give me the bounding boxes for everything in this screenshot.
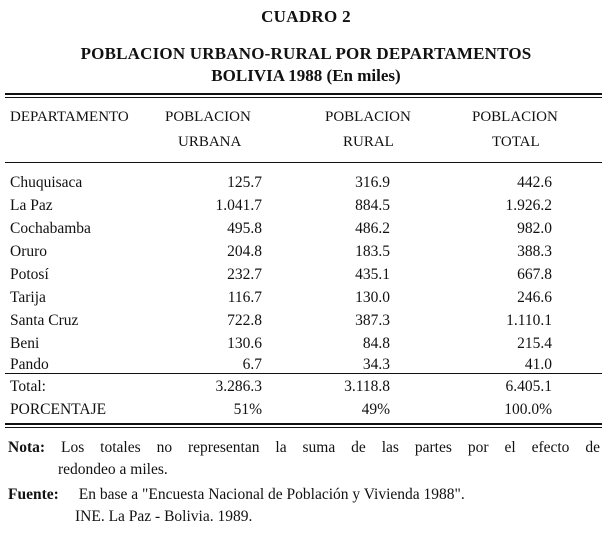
cell-total: 667.8 <box>517 266 552 283</box>
table-subtitle: BOLIVIA 1988 (En miles) <box>211 66 401 85</box>
cell-urbana: 204.8 <box>227 243 262 260</box>
cell-departamento: Potosí <box>10 266 49 283</box>
table-title: POBLACION URBANO-RURAL POR DEPARTAMENTOS <box>80 44 532 63</box>
cell-rural: 84.8 <box>362 335 390 352</box>
cell-departamento: Oruro <box>10 243 48 260</box>
cell-urbana: 6.7 <box>242 356 262 373</box>
header-total-line2: TOTAL <box>492 134 540 150</box>
cell-total: 215.4 <box>517 335 552 352</box>
cell-total: 246.6 <box>517 289 552 306</box>
cell-rural: 130.0 <box>355 289 390 306</box>
cell-total: 41.0 <box>524 356 552 373</box>
cell-rural: 316.9 <box>355 174 390 191</box>
cell-urbana: 1.041.7 <box>215 197 262 214</box>
cell-rural: 435.1 <box>355 266 390 283</box>
cell-total-rural: 3.118.8 <box>344 378 390 395</box>
table-row <box>0 286 612 309</box>
fuente-text-line1: En base a "Encuesta Nacional de Población y Vivienda 1988". <box>78 486 465 503</box>
table-row <box>0 332 612 355</box>
cell-urbana: 495.8 <box>227 220 262 237</box>
bottom-rule-thick <box>5 423 602 425</box>
header-departamento: DEPARTAMENTO <box>10 109 129 125</box>
header-urbana-line2: URBANA <box>178 134 242 150</box>
cell-departamento: Pando <box>10 356 49 373</box>
cell-total: 388.3 <box>517 243 552 260</box>
header-poblacion-total <box>472 105 558 155</box>
cell-percent-label: PORCENTAJE <box>10 401 107 418</box>
cell-total-urbana: 3.286.3 <box>215 378 262 395</box>
table-row <box>0 217 612 240</box>
cell-rural: 34.3 <box>362 356 390 373</box>
cell-percent-rural: 49% <box>361 401 390 418</box>
table-row <box>0 263 612 286</box>
table-row <box>0 309 612 332</box>
cell-total: 442.6 <box>517 174 552 191</box>
bottom-rule-thin <box>5 427 602 428</box>
cell-total-label: Total: <box>10 378 46 395</box>
cell-rural: 884.5 <box>355 197 390 214</box>
cell-departamento: Beni <box>10 335 40 352</box>
cell-percent-urbana: 51% <box>233 401 262 418</box>
cell-urbana: 116.7 <box>227 289 262 306</box>
top-rule-thin <box>5 97 602 98</box>
cell-departamento: Santa Cruz <box>10 312 79 329</box>
fuente-label: Fuente: <box>8 486 59 503</box>
table-row <box>0 171 612 194</box>
header-poblacion-urbana <box>165 105 251 155</box>
total-rule <box>5 373 602 374</box>
table-row <box>0 194 612 217</box>
header-rural-line1: POBLACION <box>325 109 411 125</box>
cell-total: 1.926.2 <box>505 197 552 214</box>
top-rule-thick <box>5 93 602 95</box>
nota-label: Nota: <box>8 439 46 456</box>
header-rural-line2: RURAL <box>343 134 394 150</box>
cell-rural: 183.5 <box>355 243 390 260</box>
cell-departamento: Chuquisaca <box>10 174 83 191</box>
cell-urbana: 722.8 <box>227 312 262 329</box>
header-rule <box>5 162 602 163</box>
table-number: CUADRO 2 <box>261 7 351 26</box>
cell-percent-total: 100.0% <box>504 401 552 418</box>
header-poblacion-rural <box>325 105 411 155</box>
cell-total-total: 6.405.1 <box>505 378 552 395</box>
table-row <box>0 240 612 263</box>
cell-rural: 486.2 <box>355 220 390 237</box>
cell-urbana: 130.6 <box>227 335 262 352</box>
cell-departamento: Cochabamba <box>10 220 91 237</box>
nota-text-line1: Los totales no representan la suma de las partes por el efecto de <box>60 439 600 456</box>
cell-departamento: Tarija <box>10 289 46 306</box>
cell-total: 1.110.1 <box>506 312 552 329</box>
header-total-line1: POBLACION <box>472 109 558 125</box>
cell-urbana: 232.7 <box>227 266 262 283</box>
cell-departamento: La Paz <box>10 197 53 214</box>
total-row <box>0 375 612 398</box>
cell-rural: 387.3 <box>355 312 390 329</box>
percent-row <box>0 398 612 421</box>
cell-urbana: 125.7 <box>227 174 262 191</box>
cell-total: 982.0 <box>517 220 552 237</box>
header-urbana-line1: POBLACION <box>165 109 251 125</box>
nota-text-line2: redondeo a miles. <box>58 461 168 478</box>
fuente-text-line2: INE. La Paz - Bolivia. 1989. <box>75 508 253 525</box>
